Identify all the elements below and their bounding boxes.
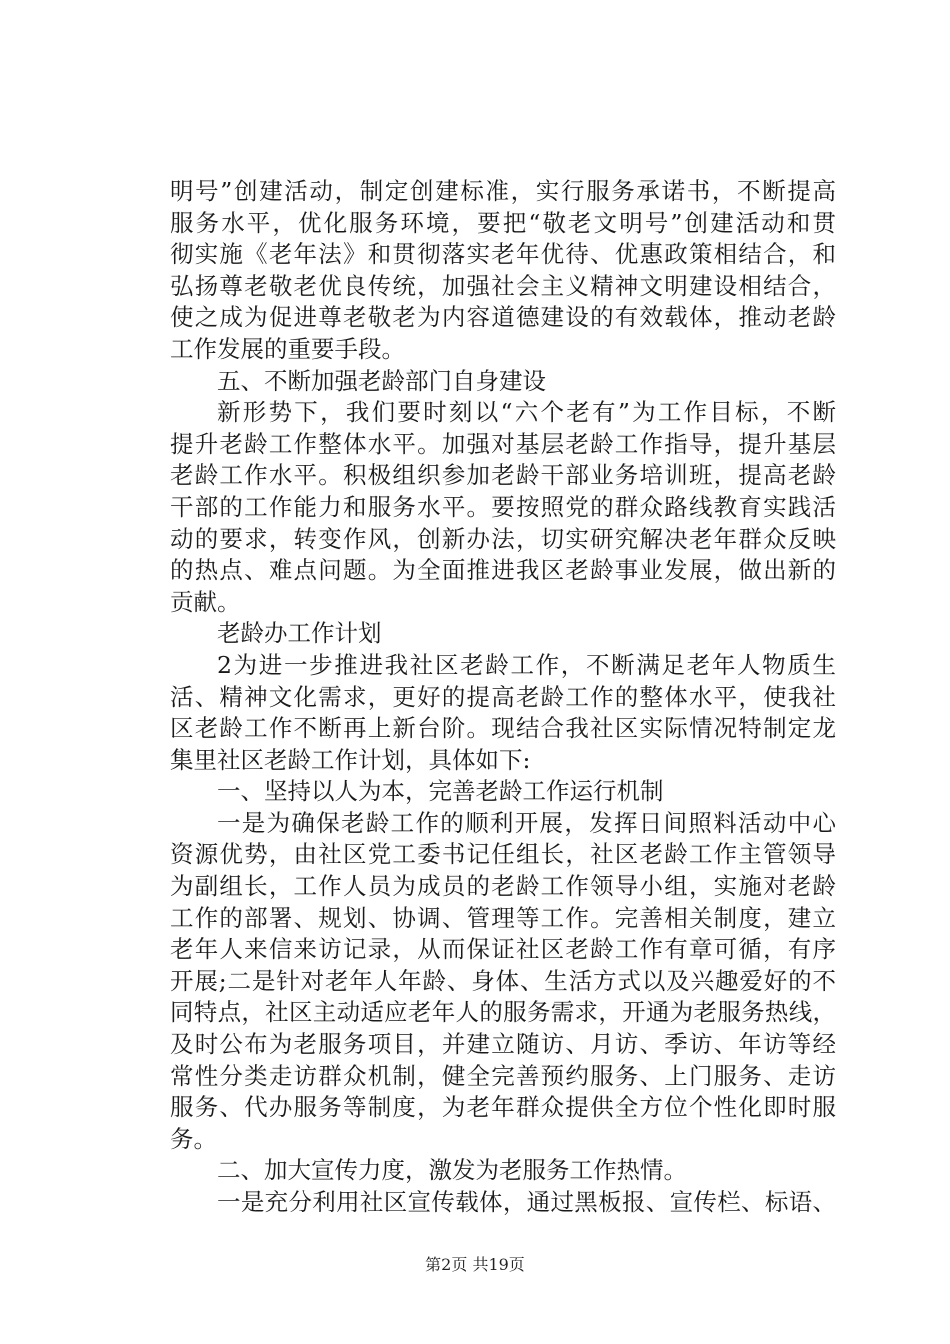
text-line: 老龄办工作计划: [217, 619, 382, 648]
text-line: 常性分类走访群众机制，健全完善预约服务、上门服务、走访: [170, 1061, 836, 1090]
text-line: 一是为确保老龄工作的顺利开展，发挥日间照料活动中心: [217, 808, 836, 837]
text-line: 弘扬尊老敬老优良传统，加强社会主义精神文明建设相结合，: [170, 271, 836, 300]
text-line: 彻实施《老年法》和贯彻落实老年优待、优惠政策相结合，和: [170, 240, 836, 269]
text-line: 工作发展的重要手段。: [170, 334, 405, 363]
text-line: 工作的部署、规划、协调、管理等工作。完善相关制度，建立: [170, 903, 836, 932]
text-line: 一、坚持以人为本，完善老龄工作运行机制: [217, 777, 664, 806]
text-line: 同特点，社区主动适应老年人的服务需求，开通为老服务热线，: [170, 998, 836, 1027]
text-line: 二、加大宣传力度，激发为老服务工作热情。: [217, 1156, 687, 1185]
text-line: 的热点、难点问题。为全面推进我区老龄事业发展，做出新的: [170, 556, 836, 585]
text-line: 及时公布为老服务项目，并建立随访、月访、季访、年访等经: [170, 1030, 836, 1059]
text-line: 区老龄工作不断再上新台阶。现结合我社区实际情况特制定龙: [170, 714, 836, 743]
text-line: 老年人来信来访记录，从而保证社区老龄工作有章可循，有序: [170, 935, 836, 964]
text-line: 五、不断加强老龄部门自身建设: [217, 366, 546, 395]
text-line: 动的要求，转变作风，创新办法，切实研究解决老年群众反映: [170, 524, 836, 553]
text-line: 提升老龄工作整体水平。加强对基层老龄工作指导，提升基层: [170, 429, 836, 458]
text-line: 干部的工作能力和服务水平。要按照党的群众路线教育实践活: [170, 492, 836, 521]
text-line: 新形势下，我们要时刻以“六个老有”为工作目标，不断: [217, 398, 836, 427]
text-line: 资源优势，由社区党工委书记任组长，社区老龄工作主管领导: [170, 840, 836, 869]
text-line: 开展;二是针对老年人年龄、身体、生活方式以及兴趣爱好的不: [170, 966, 836, 995]
page-footer: 第2页 共19页: [425, 1255, 525, 1274]
text-line: 为副组长，工作人员为成员的老龄工作领导小组，实施对老龄: [170, 872, 836, 901]
text-line: 使之成为促进尊老敬老为内容道德建设的有效载体，推动老龄: [170, 303, 836, 332]
text-line: 贡献。: [170, 587, 241, 616]
text-line: 集里社区老龄工作计划，具体如下:: [170, 745, 531, 774]
text-line: 务。: [170, 1124, 217, 1153]
text-line: 一是充分利用社区宣传载体，通过黑板报、宣传栏、标语、: [217, 1188, 836, 1216]
text-line: 明号”创建活动，制定创建标准，实行服务承诺书，不断提高: [170, 177, 836, 205]
text-line: 老龄工作水平。积极组织参加老龄干部业务培训班，提高老龄: [170, 461, 836, 490]
text-line: 2为进一步推进我社区老龄工作，不断满足老年人物质生: [217, 650, 836, 679]
text-line: 服务水平，优化服务环境，要把“敬老文明号”创建活动和贯: [170, 208, 836, 237]
text-line: 服务、代办服务等制度，为老年群众提供全方位个性化即时服: [170, 1093, 836, 1122]
text-line: 活、精神文化需求，更好的提高老龄工作的整体水平，使我社: [170, 682, 836, 711]
document-body: [170, 176, 836, 1219]
